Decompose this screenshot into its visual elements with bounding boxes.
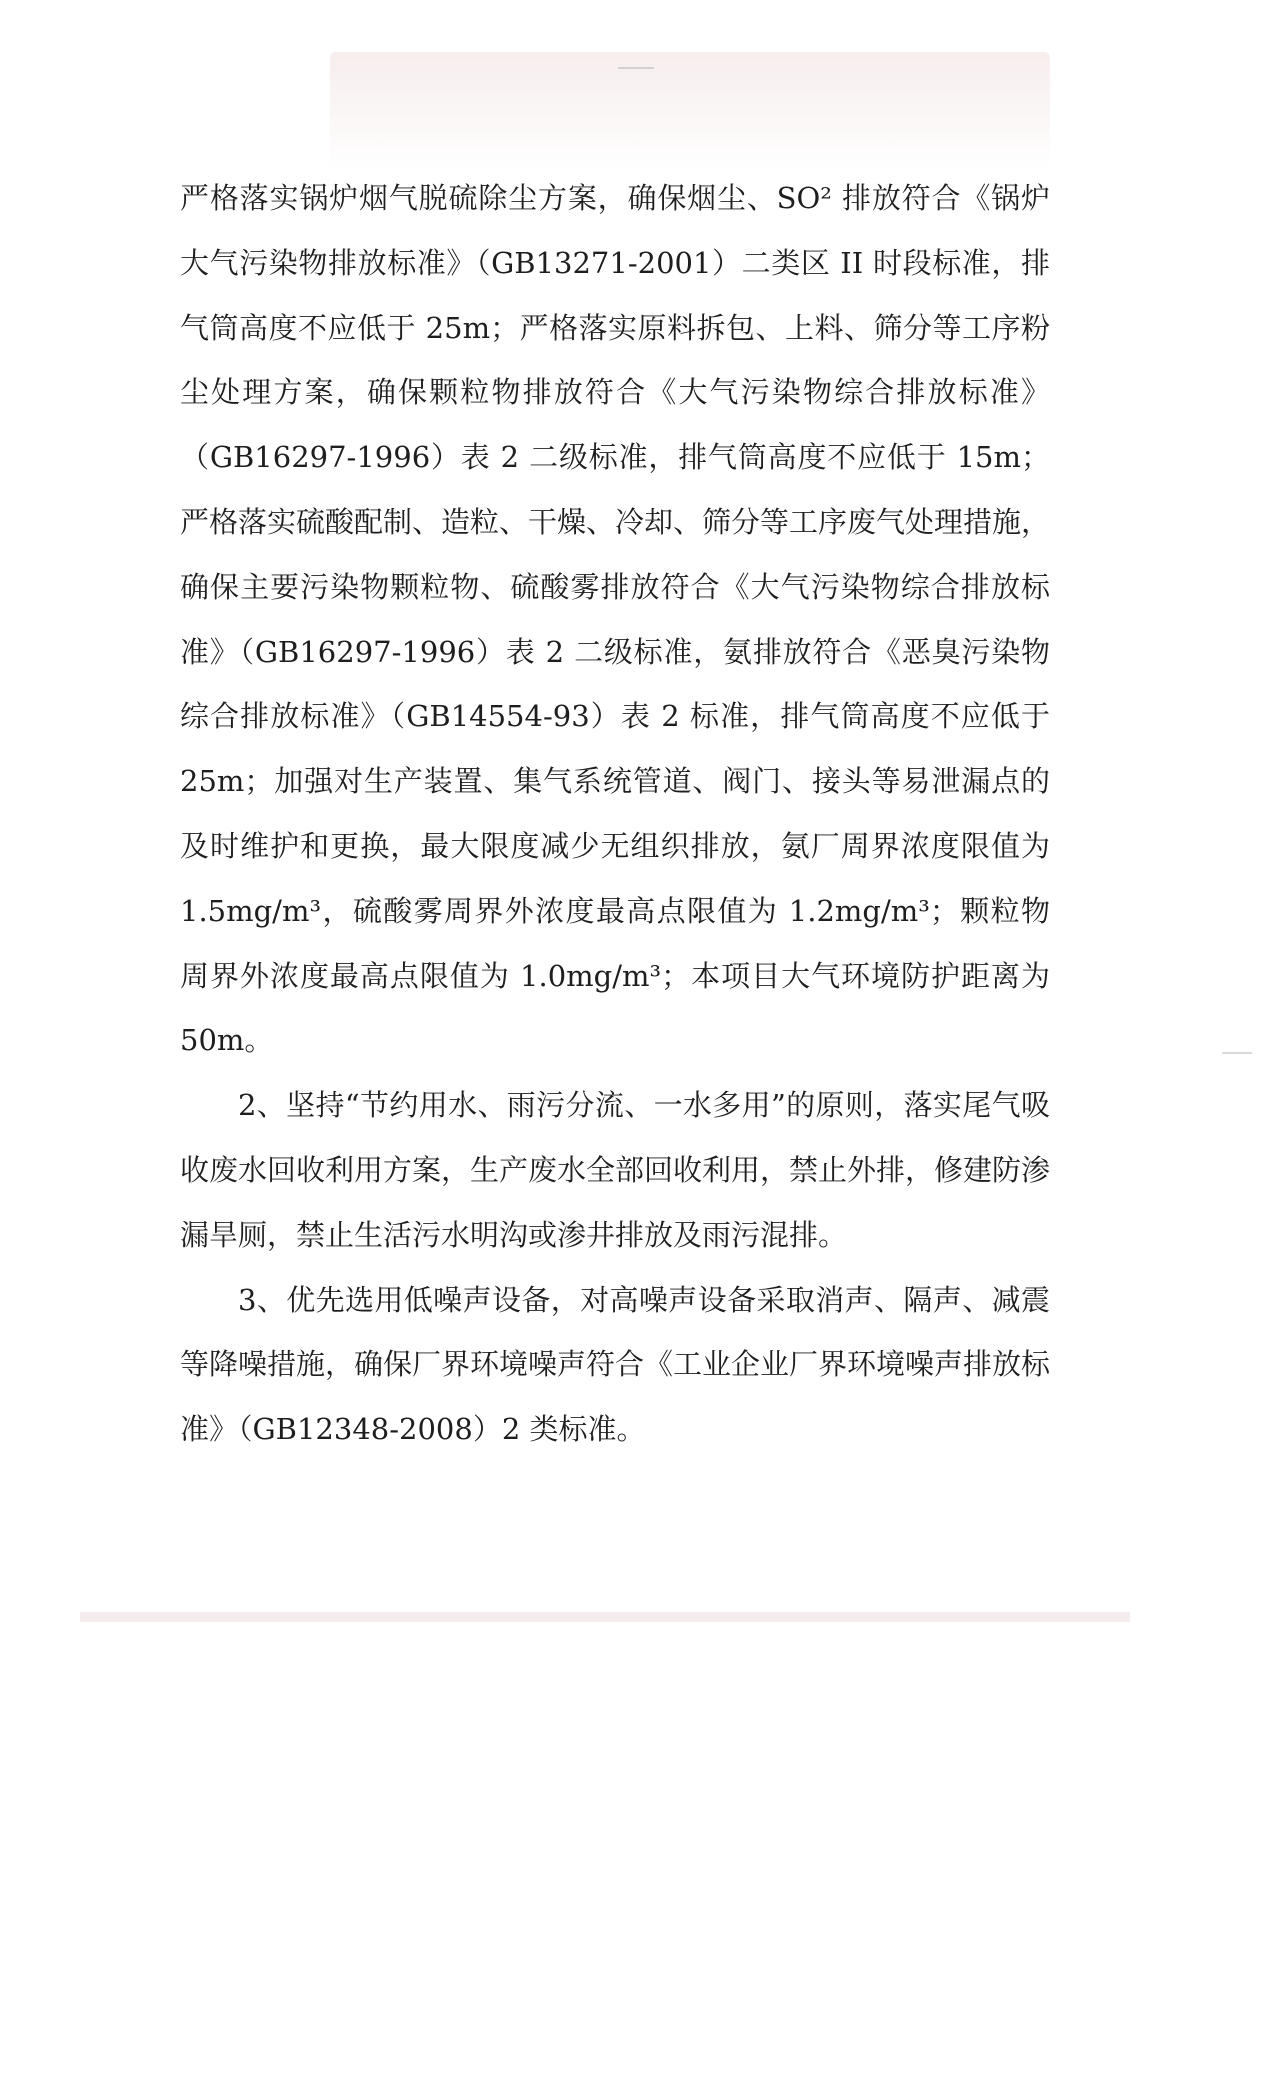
paragraph-water-management: 2、坚持“节约用水、雨污分流、一水多用”的原则，落实尾气吸收废水回收利用方案，生产废水全部回收利用，禁止外排，修建防渗漏旱厕，禁止生活污水明沟或渗井排放及雨污混排。 (180, 1088, 1051, 1252)
show-through-artifact (330, 52, 1050, 172)
scan-speck (618, 67, 654, 69)
paragraph-noise-control: 3、优先选用低噪声设备，对高噪声设备采取消声、隔声、减震等降噪措施，确保厂界环境噪声符合《工业企业厂界环境噪声排放标准》（GB12348-2008）2 类标准。 (180, 1282, 1051, 1447)
scan-speck (1222, 1052, 1252, 1054)
show-through-artifact (80, 1612, 1130, 1622)
paragraph-air-emissions: 严格落实锅炉烟气脱硫除尘方案，确保烟尘、SO² 排放符合《锅炉大气污染物排放标准》（GB13271-2001）二类区 II 时段标准，排气筒高度不应低于 25m；严格落实原料拆包、上料、筛分等工序粉尘处理方案，确保颗粒物排放符合《大气污染物综合排放标准》（GB16297-1996）表 2 二级标准，排气筒高度不应低于 15m；严格落实硫酸配制、造粒、干燥、冷却、筛分等工序废气处理措施，确保主要污染物颗粒物、硫酸雾排放符合《大气污染物综合排放标准》（GB16297-1996）表 2 二级标准，氨排放符合《恶臭污染物综合排放标准》（GB14554-93）表 2 标准，排气筒高度不应低于 25m；加强对生产装置、集气系统管道、阀门、接头等易泄漏点的及时维护和更换，最大限度减少无组织排放，氨厂周界浓度限值为 1.5mg/m³，硫酸雾周界外浓度最高点限值为 1.2mg/m³；颗粒物周界外浓度最高点限值为 1.0mg/m³；本项目大气环境防护距离为 50m。 (180, 181, 1051, 1058)
document-body (180, 166, 1050, 1462)
